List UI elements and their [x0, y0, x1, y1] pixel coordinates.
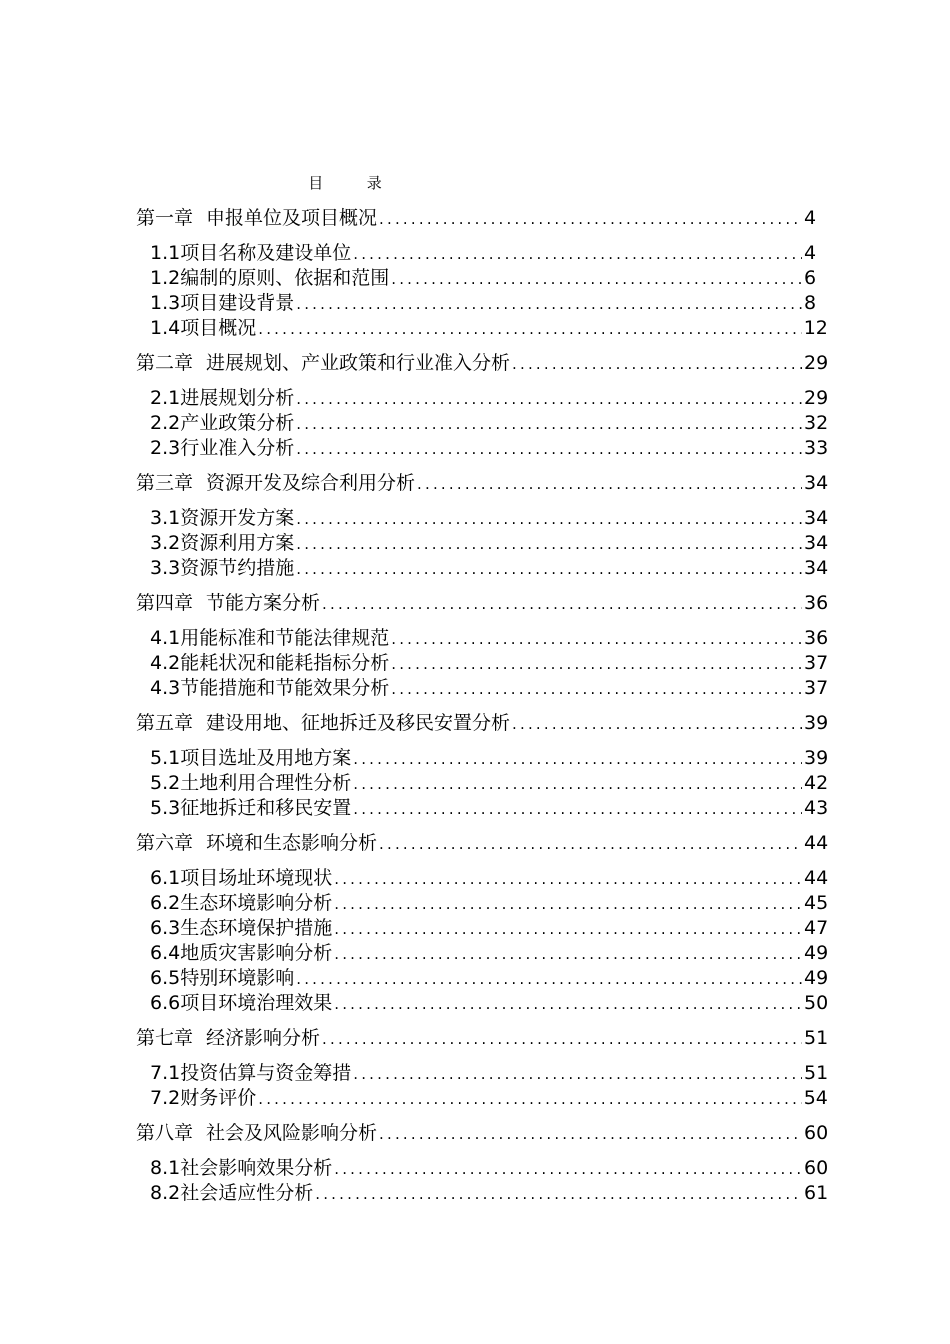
toc-leader-dots — [391, 652, 802, 676]
toc-entry-page: 43 — [804, 797, 829, 819]
toc-entry-page: 51 — [804, 1027, 829, 1049]
toc-section-entry[interactable] — [150, 771, 829, 795]
toc-entry-title: 项目名称及建设单位 — [180, 242, 352, 264]
toc-entry-page: 29 — [804, 387, 829, 409]
toc-entry-title: 能耗状况和能耗指标分析 — [180, 652, 390, 674]
toc-entry-number: 6.1 — [150, 867, 181, 889]
toc-entry-page: 33 — [804, 437, 829, 459]
toc-entry-number: 第三章 — [136, 472, 194, 494]
toc-section-entry[interactable] — [150, 866, 829, 890]
toc-title-right: 录 — [366, 174, 382, 192]
toc-entry-title: 项目概况 — [180, 317, 257, 339]
toc-section-entry[interactable] — [150, 991, 829, 1015]
toc-leader-dots — [296, 387, 802, 411]
toc-entry-page: 50 — [804, 992, 829, 1014]
toc-entry-number: 5.2 — [150, 772, 181, 794]
toc-entry-page: 29 — [804, 352, 829, 374]
toc-section-entry[interactable] — [150, 651, 829, 675]
toc-leader-dots — [322, 592, 802, 616]
toc-entry-number: 3.2 — [150, 532, 181, 554]
toc-entry-number: 3.1 — [150, 507, 181, 529]
toc-entry-page: 34 — [804, 507, 829, 529]
toc-entry-number: 第四章 — [136, 592, 194, 614]
toc-entry-page: 37 — [804, 677, 829, 699]
toc-section-entry[interactable] — [150, 676, 829, 700]
toc-leader-dots — [334, 1157, 802, 1181]
toc-entry-title: 节能方案分析 — [206, 592, 321, 614]
toc-section-entry[interactable] — [150, 411, 829, 435]
toc-section-entry[interactable] — [150, 916, 829, 940]
toc-entry-page: 47 — [804, 917, 829, 939]
toc-leader-dots — [296, 557, 802, 581]
toc-entry-number: 第二章 — [136, 352, 194, 374]
toc-entry-title: 项目建设背景 — [180, 292, 295, 314]
toc-entry-title: 征地拆迁和移民安置 — [180, 797, 352, 819]
toc-leader-dots — [296, 292, 802, 316]
toc-entry-page: 42 — [804, 772, 829, 794]
toc-section-entry[interactable] — [150, 506, 829, 530]
toc-leader-dots — [512, 352, 802, 376]
toc-entry-page: 49 — [804, 942, 829, 964]
toc-leader-dots — [512, 712, 802, 736]
toc-leader-dots — [391, 677, 802, 701]
toc-leader-dots — [391, 267, 802, 291]
toc-entry-title: 土地利用合理性分析 — [180, 772, 352, 794]
toc-leader-dots — [334, 867, 802, 891]
toc-entry-title: 经济影响分析 — [206, 1027, 321, 1049]
toc-entry-title: 生态环境保护措施 — [180, 917, 333, 939]
toc-entry-number: 6.6 — [150, 992, 181, 1014]
toc-section-entry[interactable] — [150, 291, 817, 315]
toc-chapter-entry[interactable] — [136, 711, 829, 735]
toc-leader-dots — [315, 1182, 802, 1206]
toc-entry-title: 投资估算与资金筹措 — [180, 1062, 352, 1084]
toc-entry-page: 34 — [804, 472, 829, 494]
toc-entry-page: 4 — [804, 207, 817, 229]
toc-leader-dots — [258, 317, 801, 341]
toc-entry-number: 4.2 — [150, 652, 181, 674]
toc-chapter-entry[interactable] — [136, 351, 829, 375]
toc-leader-dots — [296, 412, 802, 436]
toc-entry-page: 6 — [804, 267, 817, 289]
toc-section-entry[interactable] — [150, 891, 829, 915]
toc-entry-page: 49 — [804, 967, 829, 989]
toc-section-entry[interactable] — [150, 266, 817, 290]
toc-leader-dots — [391, 627, 802, 651]
toc-entry-page: 36 — [804, 627, 829, 649]
toc-entry-title: 地质灾害影响分析 — [180, 942, 333, 964]
toc-entry-number: 5.3 — [150, 797, 181, 819]
toc-leader-dots — [334, 917, 802, 941]
toc-entry-number: 2.1 — [150, 387, 181, 409]
toc-entry-number: 1.2 — [150, 267, 181, 289]
toc-entry-title: 申报单位及项目概况 — [206, 207, 378, 229]
toc-entry-number: 1.4 — [150, 317, 181, 339]
toc-entry-page: 60 — [804, 1157, 829, 1179]
toc-entry-number: 7.2 — [150, 1087, 181, 1109]
toc-entry-title: 资源节约措施 — [180, 557, 295, 579]
toc-title-left: 目 — [308, 174, 324, 192]
toc-entry-title: 进展规划、产业政策和行业准入分析 — [206, 352, 511, 374]
toc-chapter-entry[interactable] — [136, 1121, 829, 1145]
toc-entry-number: 第一章 — [136, 207, 194, 229]
toc-entry-number: 5.1 — [150, 747, 181, 769]
toc-leader-dots — [334, 942, 802, 966]
toc-entry-page: 44 — [804, 832, 829, 854]
toc-leader-dots — [334, 992, 802, 1016]
toc-section-entry[interactable] — [150, 556, 829, 580]
toc-entry-number: 第六章 — [136, 832, 194, 854]
toc-entry-title: 资源开发方案 — [180, 507, 295, 529]
toc-leader-dots — [379, 1122, 802, 1146]
toc-leader-dots — [417, 472, 802, 496]
toc-leader-dots — [296, 967, 802, 991]
toc-leader-dots — [258, 1087, 801, 1111]
toc-chapter-entry[interactable] — [136, 206, 817, 230]
toc-section-entry[interactable] — [150, 746, 829, 770]
toc-chapter-entry[interactable] — [136, 831, 829, 855]
toc-section-entry[interactable] — [150, 241, 817, 265]
toc-entry-title: 社会适应性分析 — [180, 1182, 314, 1204]
toc-entry-number: 8.2 — [150, 1182, 181, 1204]
toc-entry-page: 44 — [804, 867, 829, 889]
toc-leader-dots — [353, 1062, 802, 1086]
toc-entry-page: 45 — [804, 892, 829, 914]
toc-entry-title: 社会影响效果分析 — [180, 1157, 333, 1179]
toc-section-entry[interactable] — [150, 796, 829, 820]
toc-entry-title: 产业政策分析 — [180, 412, 295, 434]
toc-entry-title: 节能措施和节能效果分析 — [180, 677, 390, 699]
toc-leader-dots — [353, 747, 802, 771]
toc-entry-number: 8.1 — [150, 1157, 181, 1179]
toc-entry-title: 生态环境影响分析 — [180, 892, 333, 914]
toc-entry-title: 项目场址环境现状 — [180, 867, 333, 889]
toc-chapter-entry[interactable] — [136, 591, 829, 615]
toc-entry-number: 1.3 — [150, 292, 181, 314]
toc-entry-number: 6.3 — [150, 917, 181, 939]
toc-entry-title: 环境和生态影响分析 — [206, 832, 378, 854]
toc-entry-title: 社会及风险影响分析 — [206, 1122, 378, 1144]
toc-leader-dots — [353, 242, 802, 266]
toc-leader-dots — [379, 207, 802, 231]
toc-entry-page: 34 — [804, 532, 829, 554]
toc-section-entry[interactable] — [150, 1181, 829, 1205]
toc-entry-number: 6.5 — [150, 967, 181, 989]
toc-entry-title: 资源开发及综合利用分析 — [206, 472, 416, 494]
toc-entry-title: 用能标准和节能法律规范 — [180, 627, 390, 649]
toc-section-entry[interactable] — [150, 1061, 829, 1085]
toc-chapter-entry[interactable] — [136, 1026, 829, 1050]
toc-entry-number: 1.1 — [150, 242, 181, 264]
toc-entry-number: 4.1 — [150, 627, 181, 649]
toc-section-entry[interactable] — [150, 531, 829, 555]
toc-section-entry[interactable] — [150, 626, 829, 650]
toc-leader-dots — [353, 797, 802, 821]
toc-entry-page: 34 — [804, 557, 829, 579]
toc-leader-dots — [296, 532, 802, 556]
toc-entry-page: 51 — [804, 1062, 829, 1084]
toc-entry-title: 项目环境治理效果 — [180, 992, 333, 1014]
toc-leader-dots — [379, 832, 802, 856]
toc-entry-page: 39 — [804, 712, 829, 734]
toc-section-entry[interactable] — [150, 316, 828, 340]
toc-entry-page: 60 — [804, 1122, 829, 1144]
toc-title — [0, 172, 690, 193]
toc-leader-dots — [353, 772, 802, 796]
toc-entry-title: 行业准入分析 — [180, 437, 295, 459]
toc-entry-number: 6.2 — [150, 892, 181, 914]
toc-section-entry[interactable] — [150, 941, 829, 965]
toc-entry-title: 编制的原则、依据和范围 — [180, 267, 390, 289]
toc-entry-page: 37 — [804, 652, 829, 674]
toc-leader-dots — [334, 892, 802, 916]
toc-leader-dots — [322, 1027, 802, 1051]
toc-entry-title: 建设用地、征地拆迁及移民安置分析 — [206, 712, 511, 734]
toc-section-entry[interactable] — [150, 1086, 828, 1110]
toc-entry-title: 财务评价 — [180, 1087, 257, 1109]
toc-entry-number: 2.3 — [150, 437, 181, 459]
toc-entry-number: 7.1 — [150, 1062, 181, 1084]
toc-entry-page: 32 — [804, 412, 829, 434]
toc-entry-number: 第七章 — [136, 1027, 194, 1049]
toc-entry-page: 4 — [804, 242, 817, 264]
toc-entry-title: 进展规划分析 — [180, 387, 295, 409]
toc-entry-page: 39 — [804, 747, 829, 769]
toc-entry-title: 特别环境影响 — [180, 967, 295, 989]
toc-entry-number: 3.3 — [150, 557, 181, 579]
toc-entry-number: 6.4 — [150, 942, 181, 964]
toc-entry-page: 12 — [803, 317, 828, 339]
toc-section-entry[interactable] — [150, 436, 829, 460]
toc-entry-title: 资源利用方案 — [180, 532, 295, 554]
toc-leader-dots — [296, 437, 802, 461]
toc-entry-number: 2.2 — [150, 412, 181, 434]
toc-section-entry[interactable] — [150, 386, 829, 410]
toc-entry-number: 第五章 — [136, 712, 194, 734]
toc-entry-page: 36 — [804, 592, 829, 614]
toc-entry-page: 54 — [803, 1087, 828, 1109]
toc-section-entry[interactable] — [150, 966, 829, 990]
toc-chapter-entry[interactable] — [136, 471, 829, 495]
toc-entry-number: 4.3 — [150, 677, 181, 699]
toc-entry-title: 项目选址及用地方案 — [180, 747, 352, 769]
toc-entry-page: 8 — [804, 292, 817, 314]
toc-section-entry[interactable] — [150, 1156, 829, 1180]
toc-entry-page: 61 — [804, 1182, 829, 1204]
toc-entry-number: 第八章 — [136, 1122, 194, 1144]
toc-leader-dots — [296, 507, 802, 531]
